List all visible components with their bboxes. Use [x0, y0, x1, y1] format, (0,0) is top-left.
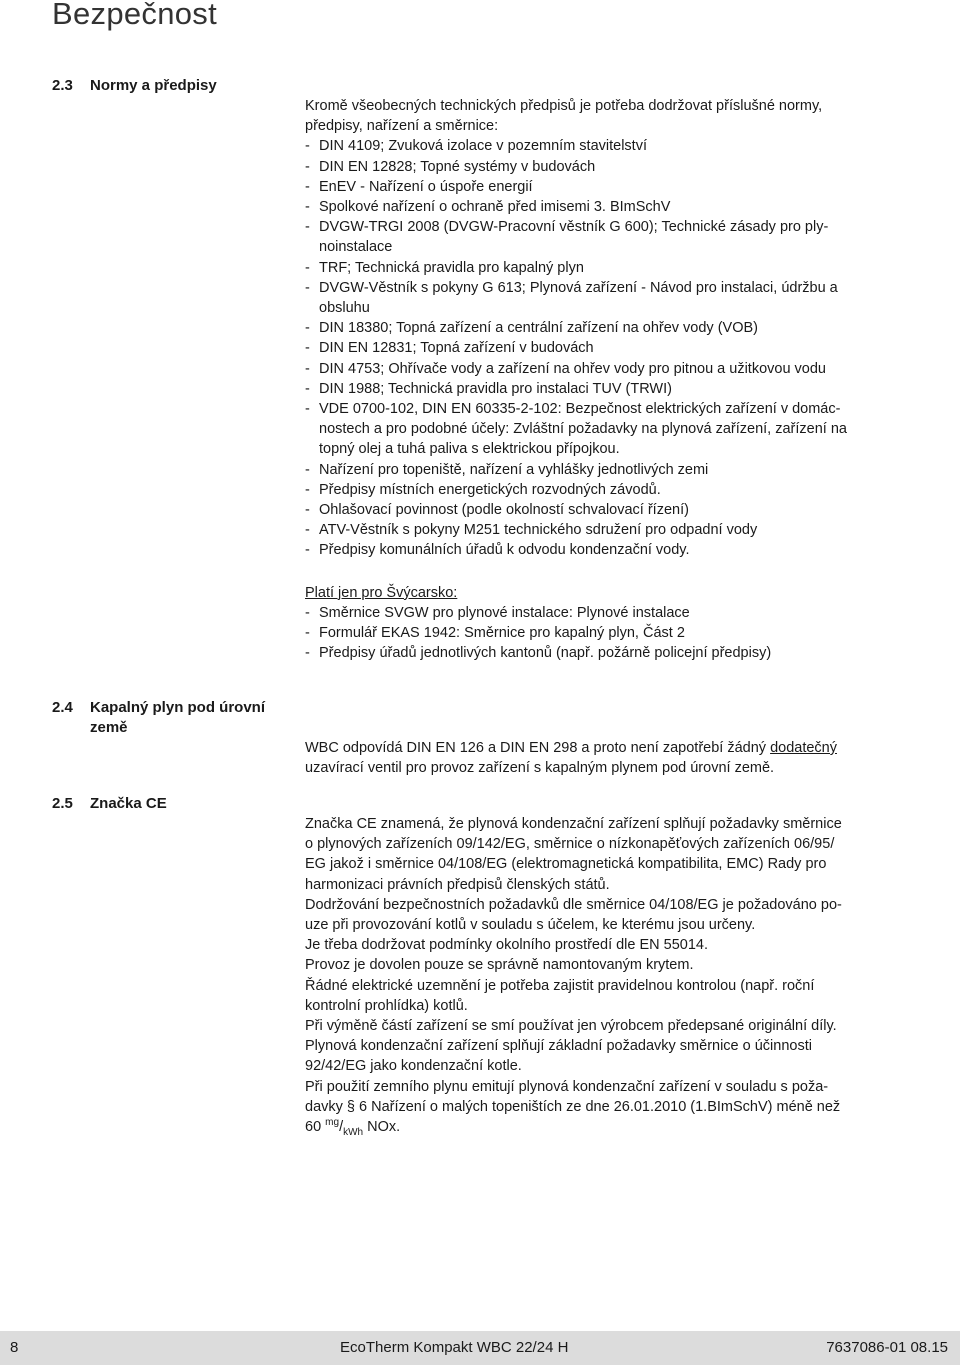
- list-bullet: -: [305, 401, 310, 418]
- section-title: Značka CE: [90, 795, 167, 812]
- list-bullet: -: [305, 178, 310, 195]
- list-item-text: Nařízení pro topeniště, nařízení a vyhlášky jednotlivých zemi: [319, 461, 709, 478]
- section-body-2-5: [305, 814, 910, 1137]
- list-bullet: -: [305, 320, 310, 337]
- list-item-text: DIN 4753; Ohřívače vody a zařízení na ohřev vody pro pitnou a užitkovou vodu: [319, 360, 826, 377]
- section-number: 2.5: [52, 795, 73, 812]
- list-item-text: ATV-Věstník s pokyny M251 technického sdružení pro odpadní vody: [319, 522, 758, 539]
- list-item: [305, 643, 910, 663]
- list-bullet: -: [305, 380, 310, 397]
- list-item-text: Směrnice SVGW pro plynové instalace: Plynové instalace: [319, 604, 690, 621]
- list-item-text: Spolkové nařízení o ochraně před imisemi 3. BImSchV: [319, 199, 671, 216]
- list-item-text: DIN EN 12828; Topné systémy v budovách: [319, 158, 596, 175]
- emission-unit-slash: /: [339, 1119, 344, 1136]
- list-item: [305, 500, 910, 520]
- emission-value: 60: [305, 1119, 326, 1136]
- page-footer: [0, 1331, 960, 1365]
- list-bullet: -: [305, 360, 310, 377]
- list-item-text: TRF; Technická pravidla pro kapalný plyn: [319, 259, 584, 276]
- section-heading-2-4: [52, 698, 282, 738]
- list-item: [305, 177, 910, 197]
- list-item: [305, 318, 910, 338]
- paragraph-line: Plynová kondenzační zařízení splňují základní požadavky směrnice o účinnosti: [305, 1038, 812, 1055]
- page-title: Bezpečnost: [52, 0, 217, 31]
- list-bullet: -: [305, 199, 310, 216]
- section-body-2-4: [305, 738, 910, 778]
- list-item: [305, 379, 910, 399]
- paragraph-line: Při výměně částí zařízení se smí používat jen výrobcem předepsané originální díly.: [305, 1018, 837, 1035]
- section-heading-2-3: [52, 76, 282, 96]
- list-item: [305, 603, 910, 623]
- paragraph-line: Provoz je dovolen pouze se správně namontovaným krytem.: [305, 957, 694, 974]
- list-item-text: DVGW-TRGI 2008 (DVGW-Pracovní věstník G 600); Technické zásady pro ply- noinstalace: [319, 219, 829, 256]
- emission-gas: NOx.: [363, 1119, 401, 1136]
- list-bullet: -: [305, 542, 310, 559]
- list-item: [305, 480, 910, 500]
- emission-unit-denominator: kWh: [343, 1126, 364, 1138]
- list-bullet: -: [305, 645, 310, 662]
- list-bullet: -: [305, 461, 310, 478]
- list-item: [305, 157, 910, 177]
- list-item: [305, 338, 910, 358]
- list-item: [305, 136, 910, 156]
- section-heading-2-5: [52, 794, 282, 814]
- list-bullet: -: [305, 522, 310, 539]
- list-item: [305, 540, 910, 560]
- list-item-text: Předpisy úřadů jednotlivých kantonů (např. požárně policejní předpisy): [319, 645, 772, 662]
- section-title: Kapalný plyn pod úrovní země: [90, 699, 266, 736]
- page-number: 8: [10, 1339, 19, 1356]
- list-bullet: -: [305, 158, 310, 175]
- list-item-text: DIN EN 12831; Topná zařízení v budovách: [319, 340, 594, 357]
- section-number: 2.3: [52, 77, 73, 94]
- paragraph-line: kontrolní prohlídka) kotlů.: [305, 997, 468, 1014]
- paragraph-text: WBC odpovídá DIN EN 126 a DIN EN 298 a proto není zapotřebí žádný: [305, 740, 771, 756]
- product-name: EcoTherm Kompakt WBC 22/24 H: [340, 1339, 569, 1356]
- list-bullet: -: [305, 481, 310, 498]
- paragraph-line: Značka CE znamená, že plynová kondenzační zařízení splňují požadavky směrnice: [305, 816, 842, 832]
- list-item: [305, 359, 910, 379]
- swiss-norms-list: [305, 603, 910, 664]
- list-item-text: Formulář EKAS 1942: Směrnice pro kapalný plyn, Část 2: [319, 625, 685, 642]
- paragraph-line: Při použití zemního plynu emitují plynová kondenzační zařízení v souladu s poža-: [305, 1078, 829, 1095]
- list-bullet: -: [305, 219, 310, 236]
- list-item: [305, 197, 910, 217]
- list-item: [305, 520, 910, 540]
- paragraph-line: 92/42/EG jako kondenzační kotle.: [305, 1058, 522, 1075]
- list-item-text: DVGW-Věstník s pokyny G 613; Plynová zařízení - Návod pro instalaci, údržbu a obsluhu: [319, 279, 838, 317]
- list-bullet: -: [305, 259, 310, 276]
- paragraph-line: uze při provozování kotlů v souladu s účelem, ke kterému jsou určeny.: [305, 917, 756, 934]
- list-item: [305, 623, 910, 643]
- list-item-text: Ohlašovací povinnost (podle okolností schvalovací řízení): [319, 502, 689, 519]
- paragraph-line: EG jakož i směrnice 04/108/EG (elektromagnetická kompatibilita, EMC) Rady pro: [305, 856, 827, 873]
- list-bullet: -: [305, 604, 310, 621]
- section-number: 2.4: [52, 699, 73, 716]
- section-body-2-3: [305, 96, 910, 663]
- list-bullet: -: [305, 138, 310, 155]
- list-item-text: EnEV - Nařízení o úspoře energií: [319, 178, 533, 195]
- intro-line: předpisy, nařízení a směrnice:: [305, 118, 499, 135]
- underlined-word: dodatečný: [770, 740, 837, 756]
- list-bullet: -: [305, 625, 310, 642]
- list-item-text: VDE 0700-102, DIN EN 60335-2-102: Bezpečnost elektrických zařízení v domác- nostech a pro podobné účely: Zvláštní požadavky na plynová zařízení, zařízení na topný olej a tuhá paliva s elektrickou přípojkou.: [319, 401, 847, 458]
- intro-line: Kromě všeobecných technických předpisů je potřeba dodržovat příslušné normy,: [305, 98, 823, 114]
- section-title: Normy a předpisy: [90, 77, 217, 94]
- list-item-text: Předpisy komunálních úřadů k odvodu kondenzační vody.: [319, 542, 690, 559]
- paragraph-line: o plynových zařízeních 09/142/EG, směrnice o nízkonapěťových zařízeních 06/95/: [305, 836, 835, 853]
- list-item-text: Předpisy místních energetických rozvodných závodů.: [319, 481, 661, 498]
- list-item: [305, 258, 910, 278]
- list-item: [305, 217, 910, 257]
- ce-paragraph: [305, 814, 910, 1117]
- list-bullet: -: [305, 340, 310, 357]
- paragraph-line: Je třeba dodržovat podmínky okolního prostředí dle EN 55014.: [305, 937, 709, 954]
- swiss-heading: Platí jen pro Švýcarsko:: [305, 584, 458, 601]
- list-item: [305, 399, 910, 460]
- paragraph-line: harmonizaci právních předpisů členských států.: [305, 876, 610, 893]
- document-code: 7637086-01 08.15: [826, 1339, 948, 1356]
- list-item: [305, 460, 910, 480]
- list-bullet: -: [305, 279, 310, 296]
- paragraph-line: Řádné elektrické uzemnění je potřeba zajistit pravidelnou kontrolou (např. roční: [305, 977, 815, 994]
- paragraph-line: Dodržování bezpečnostních požadavků dle směrnice 04/108/EG je požadováno po-: [305, 896, 842, 913]
- list-item-text: DIN 4109; Zvuková izolace v pozemním stavitelství: [319, 138, 647, 155]
- list-bullet: -: [305, 502, 310, 519]
- list-item-text: DIN 18380; Topná zařízení a centrální zařízení na ohřev vody (VOB): [319, 320, 758, 337]
- norms-list: [305, 136, 910, 560]
- emission-unit-numerator: mg: [325, 1117, 340, 1129]
- list-item: [305, 278, 910, 318]
- list-item-text: DIN 1988; Technická pravidla pro instalaci TUV (TRWI): [319, 380, 672, 397]
- paragraph-text: uzavírací ventil pro provoz zařízení s kapalným plynem pod úrovní země.: [305, 760, 775, 777]
- emission-limit: [305, 1117, 910, 1137]
- paragraph-line: davky § 6 Nařízení o malých topeništích ze dne 26.01.2010 (1.BImSchV) méně než: [305, 1098, 841, 1115]
